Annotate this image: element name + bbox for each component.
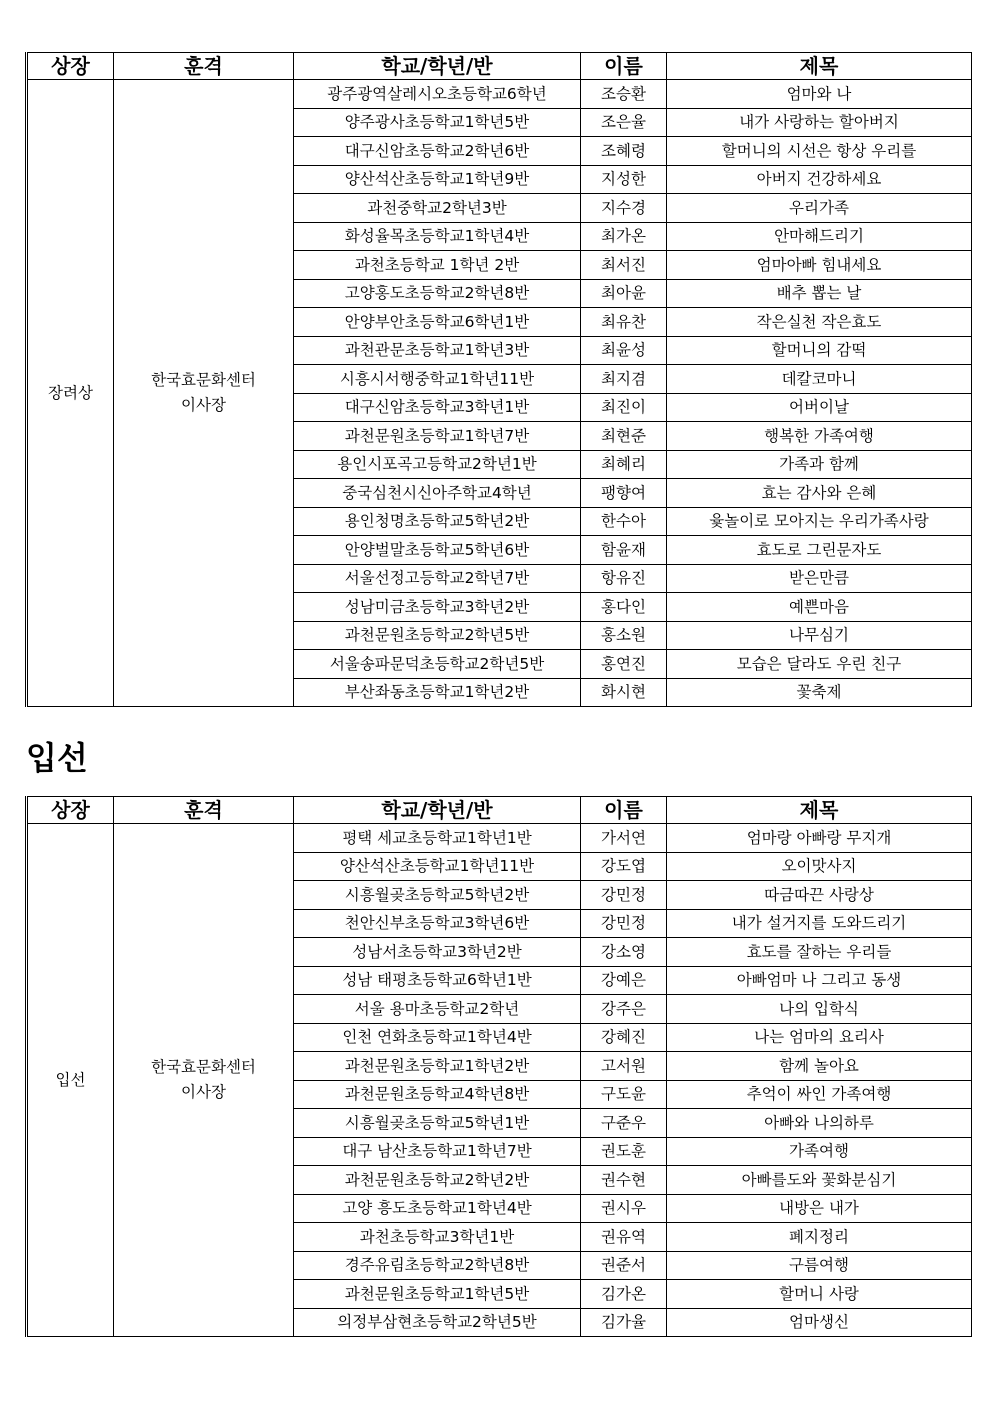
name-cell: 홍연진	[581, 650, 667, 679]
title-cell: 엄마와 나	[667, 80, 972, 109]
title-cell: 폐지정리	[667, 1223, 972, 1252]
title-cell: 할머니의 시선은 항상 우리를	[667, 137, 972, 166]
table-body	[27, 80, 972, 707]
title-cell: 안마해드리기	[667, 222, 972, 251]
name-cell: 구준우	[581, 1109, 667, 1138]
name-cell: 강주은	[581, 995, 667, 1024]
school-cell: 경주유림초등학교2학년8반	[294, 1251, 581, 1280]
header-school: 학교/학년/반	[294, 53, 581, 80]
name-cell: 최현준	[581, 422, 667, 451]
header-award: 상장	[27, 53, 114, 80]
name-cell: 권시우	[581, 1194, 667, 1223]
school-cell: 대구 남산초등학교1학년7반	[294, 1137, 581, 1166]
school-cell: 시흥월곶초등학교5학년1반	[294, 1109, 581, 1138]
school-cell: 천안신부초등학교3학년6반	[294, 909, 581, 938]
name-cell: 김가율	[581, 1308, 667, 1337]
name-cell: 지성한	[581, 165, 667, 194]
name-cell: 최혜리	[581, 450, 667, 479]
title-cell: 효는 감사와 은혜	[667, 479, 972, 508]
name-cell: 조승환	[581, 80, 667, 109]
name-cell: 강혜진	[581, 1023, 667, 1052]
name-cell: 최아윤	[581, 279, 667, 308]
school-cell: 과천관문초등학교1학년3반	[294, 336, 581, 365]
title-cell: 데칼코마니	[667, 365, 972, 394]
title-cell: 내가 사랑하는 할아버지	[667, 108, 972, 137]
header-school: 학교/학년/반	[294, 797, 581, 824]
issuer-line1: 한국효문화센터	[151, 1058, 256, 1076]
school-cell: 양주광사초등학교1학년5반	[294, 108, 581, 137]
title-cell: 나는 엄마의 요리사	[667, 1023, 972, 1052]
name-cell: 강예은	[581, 966, 667, 995]
header-title: 제목	[667, 797, 972, 824]
school-cell: 의정부삼현초등학교2학년5반	[294, 1308, 581, 1337]
title-cell: 따금따끈 사랑상	[667, 881, 972, 910]
title-cell: 할머니의 감떡	[667, 336, 972, 365]
title-cell: 배추 뽑는 날	[667, 279, 972, 308]
school-cell: 양산석산초등학교1학년9반	[294, 165, 581, 194]
school-cell: 광주광역살레시오초등학교6학년	[294, 80, 581, 109]
title-cell: 효도로 그린문자도	[667, 536, 972, 565]
table-header-row	[27, 797, 972, 824]
school-cell: 과천문원초등학교1학년7반	[294, 422, 581, 451]
title-cell: 오이맛사지	[667, 852, 972, 881]
title-cell: 아빠와 나의하루	[667, 1109, 972, 1138]
header-award: 상장	[27, 797, 114, 824]
issuer-cell	[114, 824, 294, 1337]
title-cell: 엄마랑 아빠랑 무지개	[667, 824, 972, 853]
title-cell: 아버지 건강하세요	[667, 165, 972, 194]
title-cell: 할머니 사랑	[667, 1280, 972, 1309]
school-cell: 중국심천시신아주학교4학년	[294, 479, 581, 508]
school-cell: 성남 태평초등학교6학년1반	[294, 966, 581, 995]
header-title: 제목	[667, 53, 972, 80]
title-cell: 가족여행	[667, 1137, 972, 1166]
title-cell: 구름여행	[667, 1251, 972, 1280]
school-cell: 서울 용마초등학교2학년	[294, 995, 581, 1024]
school-cell: 화성율목초등학교1학년4반	[294, 222, 581, 251]
name-cell: 조은율	[581, 108, 667, 137]
school-cell: 과천초등학교 1학년 2반	[294, 251, 581, 280]
title-cell: 나무심기	[667, 621, 972, 650]
school-cell: 과천문원초등학교4학년8반	[294, 1080, 581, 1109]
award-table-encouragement	[25, 52, 972, 707]
school-cell: 용인청명초등학교5학년2반	[294, 507, 581, 536]
name-cell: 강소영	[581, 938, 667, 967]
name-cell: 홍다인	[581, 593, 667, 622]
issuer-line2: 이사장	[181, 396, 226, 414]
school-cell: 과천문원초등학교2학년2반	[294, 1166, 581, 1195]
name-cell: 최진이	[581, 393, 667, 422]
title-cell: 예쁜마음	[667, 593, 972, 622]
title-cell: 모습은 달라도 우린 친구	[667, 650, 972, 679]
name-cell: 팽향여	[581, 479, 667, 508]
table-body	[27, 824, 972, 1337]
title-cell: 함께 놀아요	[667, 1052, 972, 1081]
name-cell: 권도훈	[581, 1137, 667, 1166]
name-cell: 홍소원	[581, 621, 667, 650]
school-cell: 과천문원초등학교2학년5반	[294, 621, 581, 650]
name-cell: 권유역	[581, 1223, 667, 1252]
section-heading: 입선	[26, 739, 88, 777]
school-cell: 서울선정고등학교2학년7반	[294, 564, 581, 593]
school-cell: 부산좌동초등학교1학년2반	[294, 678, 581, 707]
award-cell: 장려상	[27, 80, 114, 707]
school-cell: 양산석산초등학교1학년11반	[294, 852, 581, 881]
name-cell: 조혜령	[581, 137, 667, 166]
title-cell: 내가 설거지를 도와드리기	[667, 909, 972, 938]
title-cell: 나의 입학식	[667, 995, 972, 1024]
school-cell: 평택 세교초등학교1학년1반	[294, 824, 581, 853]
title-cell: 행복한 가족여행	[667, 422, 972, 451]
issuer-line2: 이사장	[181, 1083, 226, 1101]
title-cell: 윷놀이로 모아지는 우리가족사랑	[667, 507, 972, 536]
name-cell: 함윤재	[581, 536, 667, 565]
name-cell: 강도엽	[581, 852, 667, 881]
school-cell: 대구신암초등학교3학년1반	[294, 393, 581, 422]
school-cell: 인천 연화초등학교1학년4반	[294, 1023, 581, 1052]
name-cell: 김가온	[581, 1280, 667, 1309]
name-cell: 권수현	[581, 1166, 667, 1195]
name-cell: 한수아	[581, 507, 667, 536]
title-cell: 가족과 함께	[667, 450, 972, 479]
name-cell: 최가온	[581, 222, 667, 251]
school-cell: 성남미금초등학교3학년2반	[294, 593, 581, 622]
school-cell: 성남서초등학교3학년2반	[294, 938, 581, 967]
name-cell: 최지겸	[581, 365, 667, 394]
name-cell: 고서원	[581, 1052, 667, 1081]
title-cell: 효도를 잘하는 우리들	[667, 938, 972, 967]
award-table-selected	[25, 796, 972, 1337]
school-cell: 시흥시서행중학교1학년11반	[294, 365, 581, 394]
title-cell: 추억이 싸인 가족여행	[667, 1080, 972, 1109]
award-cell: 입선	[27, 824, 114, 1337]
table-row	[27, 824, 972, 853]
title-cell: 받은만큼	[667, 564, 972, 593]
title-cell: 꽃축제	[667, 678, 972, 707]
school-cell: 고양 흥도초등학교1학년4반	[294, 1194, 581, 1223]
name-cell: 강민정	[581, 881, 667, 910]
name-cell: 지수경	[581, 194, 667, 223]
issuer-cell	[114, 80, 294, 707]
name-cell: 최윤성	[581, 336, 667, 365]
title-cell: 엄마아빠 힘내세요	[667, 251, 972, 280]
name-cell: 항유진	[581, 564, 667, 593]
name-cell: 화시현	[581, 678, 667, 707]
header-name: 이름	[581, 53, 667, 80]
school-cell: 대구신암초등학교2학년6반	[294, 137, 581, 166]
title-cell: 아빠엄마 나 그리고 동생	[667, 966, 972, 995]
name-cell: 구도윤	[581, 1080, 667, 1109]
school-cell: 안양벌말초등학교5학년6반	[294, 536, 581, 565]
header-issuer: 훈격	[114, 53, 294, 80]
title-cell: 어버이날	[667, 393, 972, 422]
name-cell: 권준서	[581, 1251, 667, 1280]
school-cell: 과천초등학교3학년1반	[294, 1223, 581, 1252]
school-cell: 용인시포곡고등학교2학년1반	[294, 450, 581, 479]
school-cell: 고양홍도초등학교2학년8반	[294, 279, 581, 308]
school-cell: 과천문원초등학교1학년2반	[294, 1052, 581, 1081]
school-cell: 과천문원초등학교1학년5반	[294, 1280, 581, 1309]
table-header-row	[27, 53, 972, 80]
name-cell: 가서연	[581, 824, 667, 853]
title-cell: 엄마생신	[667, 1308, 972, 1337]
header-issuer: 훈격	[114, 797, 294, 824]
school-cell: 서울송파문덕초등학교2학년5반	[294, 650, 581, 679]
name-cell: 최서진	[581, 251, 667, 280]
school-cell: 시흥월곶초등학교5학년2반	[294, 881, 581, 910]
name-cell: 강민정	[581, 909, 667, 938]
title-cell: 아빠를도와 꽃화분심기	[667, 1166, 972, 1195]
table-row	[27, 80, 972, 109]
school-cell: 과천중학교2학년3반	[294, 194, 581, 223]
title-cell: 우리가족	[667, 194, 972, 223]
issuer-line1: 한국효문화센터	[151, 371, 256, 389]
name-cell: 최유찬	[581, 308, 667, 337]
header-name: 이름	[581, 797, 667, 824]
title-cell: 작은실천 작은효도	[667, 308, 972, 337]
title-cell: 내방은 내가	[667, 1194, 972, 1223]
school-cell: 안양부안초등학교6학년1반	[294, 308, 581, 337]
